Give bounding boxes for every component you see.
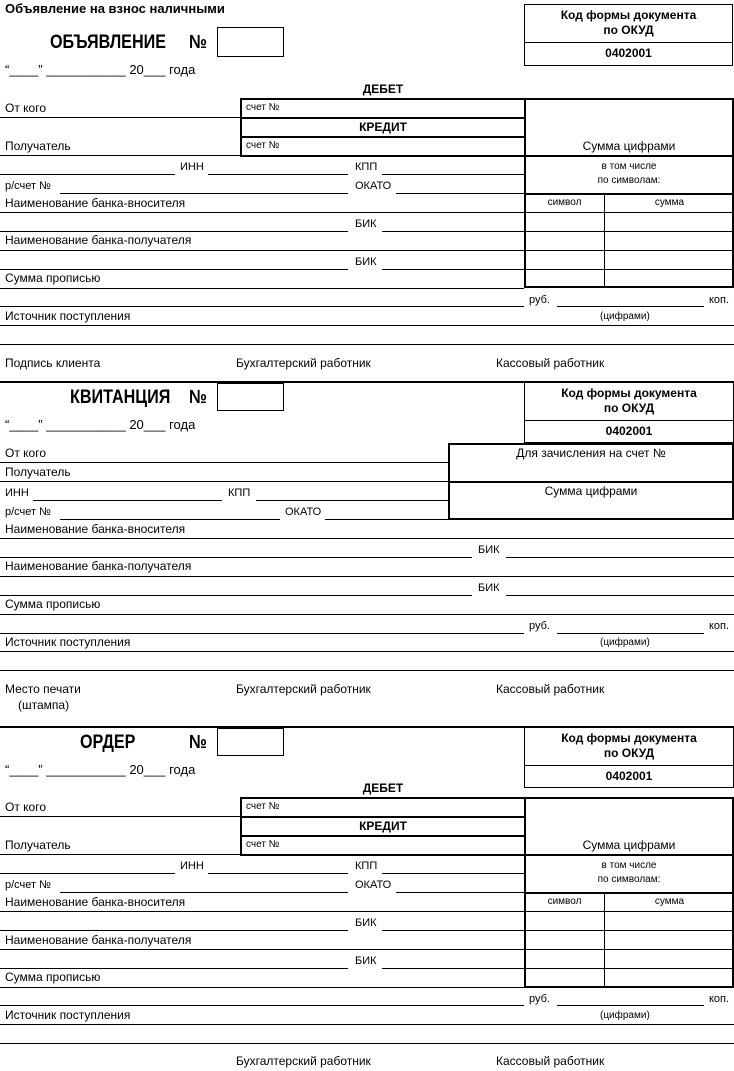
section1-bik2-line[interactable] xyxy=(382,269,524,270)
section1-date-line[interactable]: “____” ___________ 20___ года xyxy=(5,62,196,77)
section3-kop-label: коп. xyxy=(709,993,730,1005)
section2-for-account: Для зачисления на счет № xyxy=(516,446,666,460)
section1-kop-label: коп. xyxy=(709,294,730,306)
section2-bik-line[interactable] xyxy=(506,557,734,558)
divider xyxy=(524,231,734,232)
section2-cashier: Кассовый работник xyxy=(496,682,605,696)
section2-accountant: Бухгалтерский работник xyxy=(236,682,371,696)
section2-inn-label: ИНН xyxy=(5,487,29,499)
divider xyxy=(0,212,524,213)
section3-account-r-line[interactable] xyxy=(60,892,348,893)
section2-okato-label: ОКАТО xyxy=(285,506,322,518)
section3-including-2: по символам: xyxy=(597,874,661,885)
section3-okato-label: ОКАТО xyxy=(355,879,392,891)
section2-rub-label: руб. xyxy=(529,620,550,632)
section1-kpp-line[interactable] xyxy=(382,174,524,175)
divider xyxy=(448,481,734,483)
section1-accountant: Бухгалтерский работник xyxy=(236,356,371,370)
section2-kop-label: коп. xyxy=(709,620,730,632)
divider xyxy=(524,42,733,43)
divider xyxy=(0,949,524,950)
section2-bik2-line[interactable] xyxy=(506,595,734,596)
divider xyxy=(524,193,734,195)
divider xyxy=(524,765,734,766)
section2-kop-line[interactable] xyxy=(557,633,704,634)
section2-from-whom-line[interactable] xyxy=(0,462,449,463)
section1-bank-recipient: Наименование банка-получателя xyxy=(5,233,192,247)
divider xyxy=(524,930,734,931)
section3-sum-words: Сумма прописью xyxy=(5,970,101,984)
section2-kpp-line[interactable] xyxy=(256,500,449,501)
section2-sum-digits: Сумма цифрами xyxy=(544,484,638,498)
section2-digits-note: (цифрами) xyxy=(600,637,650,648)
section1-bank-recipient-line[interactable] xyxy=(0,269,348,270)
section2-okato-line[interactable] xyxy=(325,519,449,520)
section1-inn-label: ИНН xyxy=(180,161,204,173)
divider xyxy=(0,1024,734,1025)
section1-symbol-header: символ xyxy=(547,197,582,208)
section1-form-code: 0402001 xyxy=(605,46,652,60)
section1-rub-label: руб. xyxy=(529,294,550,306)
section2-bik2-label: БИК xyxy=(478,582,500,594)
divider xyxy=(240,136,526,138)
section3-sum-header: сумма xyxy=(654,896,685,907)
section1-source-line[interactable] xyxy=(0,344,734,345)
divider xyxy=(0,288,524,289)
section3-including-1: в том числе xyxy=(601,860,657,871)
section3-recipient: Получатель xyxy=(5,838,71,852)
divider xyxy=(0,614,734,615)
divider xyxy=(0,854,242,855)
divider xyxy=(0,576,734,577)
section3-bank-payer-line[interactable] xyxy=(0,930,348,931)
section3-form-code-sub: по ОКУД xyxy=(603,746,655,760)
section3-bik2-label: БИК xyxy=(355,955,377,967)
section2-form-code: 0402001 xyxy=(605,424,653,438)
section2-bank-payer-line[interactable] xyxy=(0,557,472,558)
section3-accountant: Бухгалтерский работник xyxy=(236,1054,371,1068)
section1-inn-line[interactable] xyxy=(208,174,348,175)
section1-kpp-label: КПП xyxy=(355,161,378,173)
section3-account-r-label: р/счет № xyxy=(5,879,51,891)
section3-bik2-line[interactable] xyxy=(382,968,524,969)
section1-from-whom-line[interactable] xyxy=(0,117,242,118)
section3-kpp-label: КПП xyxy=(355,860,378,872)
section1-okato-label: ОКАТО xyxy=(355,180,392,192)
section1-account-r-label: р/счет № xyxy=(5,180,51,192)
divider xyxy=(0,651,734,652)
section1-bik-label: БИК xyxy=(355,218,377,230)
section1-okato-line[interactable] xyxy=(396,193,524,194)
section3-rub-label: руб. xyxy=(529,993,550,1005)
section3-form-code-title: Код формы документа xyxy=(561,731,697,745)
section3-sum-words-line[interactable] xyxy=(0,1005,524,1006)
section1-form-code-title: Код формы документа xyxy=(560,8,697,22)
section1-number-field[interactable] xyxy=(217,27,284,57)
section2-heading: КВИТАНЦИЯ xyxy=(70,387,171,408)
section3-sum-digits-label: Сумма цифрами xyxy=(582,838,676,852)
divider xyxy=(524,250,734,251)
divider xyxy=(524,911,734,912)
section3-form-code: 0402001 xyxy=(605,769,653,783)
section1-source: Источник поступления xyxy=(5,309,131,323)
divider xyxy=(604,893,605,988)
section3-field-line[interactable] xyxy=(0,873,175,874)
section1-sum-header: сумма xyxy=(654,197,685,208)
section1-sum-words: Сумма прописью xyxy=(5,271,101,285)
section2-bik-label: БИК xyxy=(478,544,500,556)
section1-number-sign: № xyxy=(189,32,208,53)
section1-from-whom: От кого xyxy=(5,101,47,115)
section1-including-1: в том числе xyxy=(601,161,657,172)
section2-from-whom: От кого xyxy=(5,446,47,460)
divider xyxy=(240,117,526,119)
divider xyxy=(524,892,734,894)
section3-credit-account-label[interactable]: счет № xyxy=(246,839,280,850)
divider xyxy=(524,155,734,157)
section3-okato-line[interactable] xyxy=(396,892,524,893)
section2-bank-payer: Наименование банка-вносителя xyxy=(5,522,186,536)
divider xyxy=(240,816,526,818)
divider xyxy=(604,194,605,288)
divider xyxy=(524,968,734,969)
section3-date-line[interactable]: “____” ___________ 20___ года xyxy=(5,762,196,777)
divider xyxy=(240,835,526,837)
section2-account-r-label: р/счет № xyxy=(5,506,51,518)
divider xyxy=(524,949,734,950)
divider xyxy=(0,155,242,156)
divider xyxy=(524,269,734,270)
section2-inn-line[interactable] xyxy=(33,500,222,501)
divider xyxy=(0,538,734,539)
section1-heading: ОБЪЯВЛЕНИЕ xyxy=(50,32,167,53)
section2-form-code-title: Код формы документа xyxy=(561,386,697,400)
section1-bank-payer-line[interactable] xyxy=(0,231,348,232)
section1-sum-digits-label: Сумма цифрами xyxy=(582,139,676,153)
section1-recipient: Получатель xyxy=(5,139,71,153)
section3-source-line[interactable] xyxy=(0,1043,734,1044)
section3-kop-line[interactable] xyxy=(557,1005,704,1006)
section2-bank-recipient-line[interactable] xyxy=(0,595,472,596)
section2-stamp-paren: (штампа) xyxy=(18,698,70,712)
section3-from-whom: От кого xyxy=(5,800,47,814)
section2-bank-recipient: Наименование банка-получателя xyxy=(5,559,192,573)
divider xyxy=(0,987,524,988)
section3-bik-label: БИК xyxy=(355,917,377,929)
divider xyxy=(524,420,734,421)
section2-form-code-sub: по ОКУД xyxy=(603,401,655,415)
section1-sum-words-line[interactable] xyxy=(0,306,524,307)
section3-credit-label: КРЕДИТ xyxy=(359,819,407,833)
section3-from-whom-line[interactable] xyxy=(0,816,242,817)
section2-sum-words: Сумма прописью xyxy=(5,597,101,611)
divider xyxy=(0,250,524,251)
section2-recipient-line[interactable] xyxy=(0,481,449,482)
section1-including-2: по символам: xyxy=(597,175,661,186)
section2-source-line[interactable] xyxy=(0,670,734,671)
document-title: Объявление на взнос наличными xyxy=(5,1,225,16)
section2-recipient: Получатель xyxy=(5,465,71,479)
divider xyxy=(0,911,524,912)
section3-bank-payer: Наименование банка-вносителя xyxy=(5,895,186,909)
section2-sum-words-line[interactable] xyxy=(0,633,524,634)
section1-digits-note: (цифрами) xyxy=(600,311,650,322)
section1-form-code-sub: по ОКУД xyxy=(603,23,654,37)
section1-debit-label: ДЕБЕТ xyxy=(362,82,404,96)
section1-credit-account-label[interactable]: счет № xyxy=(246,140,280,151)
section2-date-line[interactable]: “____” ___________ 20___ года xyxy=(5,417,196,432)
section1-kop-line[interactable] xyxy=(557,306,704,307)
divider xyxy=(524,854,734,856)
section3-source: Источник поступления xyxy=(5,1008,131,1022)
section3-kpp-line[interactable] xyxy=(382,873,524,874)
section1-cashier: Кассовый работник xyxy=(496,356,605,370)
section1-client-sign: Подпись клиента xyxy=(5,356,101,370)
section3-cashier: Кассовый работник xyxy=(496,1054,605,1068)
section2-number-field[interactable] xyxy=(217,383,284,411)
section3-inn-label: ИНН xyxy=(180,860,204,872)
divider xyxy=(0,325,734,326)
section2-account-r-line[interactable] xyxy=(60,519,280,520)
section3-digits-note: (цифрами) xyxy=(600,1010,650,1021)
section3-number-field[interactable] xyxy=(217,728,284,756)
section3-symbol-header: символ xyxy=(547,896,582,907)
section1-field-line[interactable] xyxy=(0,174,175,175)
section3-inn-line[interactable] xyxy=(208,873,348,874)
section3-bik-line[interactable] xyxy=(382,930,524,931)
section1-account-r-line[interactable] xyxy=(60,193,348,194)
section1-bik-line[interactable] xyxy=(382,231,524,232)
section3-debit-account-label[interactable]: счет № xyxy=(246,801,280,812)
section3-debit-label: ДЕБЕТ xyxy=(362,781,404,795)
section3-heading: ОРДЕР xyxy=(80,732,136,753)
section1-debit-account-label[interactable]: счет № xyxy=(246,102,280,113)
section3-number-sign: № xyxy=(189,732,208,753)
section2-number-sign: № xyxy=(189,387,208,408)
section2-source: Источник поступления xyxy=(5,635,131,649)
divider xyxy=(524,212,734,213)
section3-bank-recipient: Наименование банка-получателя xyxy=(5,933,192,947)
section2-stamp-place: Место печати xyxy=(5,682,81,696)
section2-kpp-label: КПП xyxy=(228,487,251,499)
section1-credit-label: КРЕДИТ xyxy=(359,120,407,134)
section1-bank-payer: Наименование банка-вносителя xyxy=(5,196,186,210)
section3-bank-recipient-line[interactable] xyxy=(0,968,348,969)
section1-bik2-label: БИК xyxy=(355,256,377,268)
